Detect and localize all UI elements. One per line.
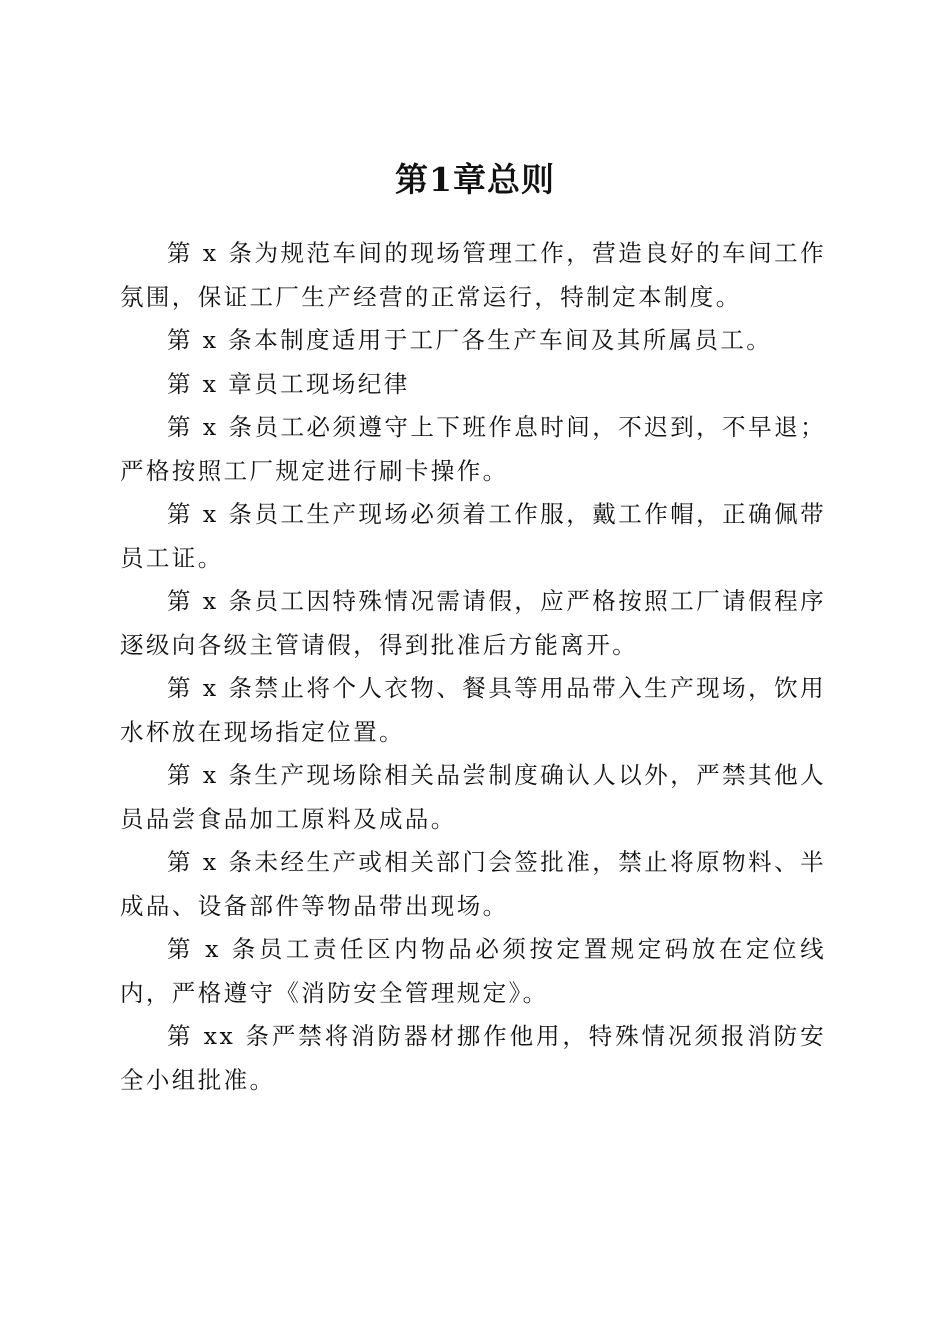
paragraph: 第 x 条员工必须遵守上下班作息时间，不迟到，不早退；严格按照工厂规定进行刷卡操作。 <box>120 413 826 485</box>
paragraph: 第 x 条员工责任区内物品必须按定置规定码放在定位线内，严格遵守《消防安全管理规定》。 <box>120 935 826 1007</box>
paragraph: 第 x 条为规范车间的现场管理工作，营造良好的车间工作氛围，保证工厂生产经营的正常运行，特制定本制度。 <box>120 239 826 311</box>
chapter-title: 第1章总则 <box>395 160 555 200</box>
paragraph: 第 x 条未经生产或相关部门会签批准，禁止将原物料、半成品、设备部件等物品带出现场。 <box>120 848 826 920</box>
paragraph: 第 x 条本制度适用于工厂各生产车间及其所属员工。 <box>167 326 773 354</box>
section-heading: 第 x 章员工现场纪律 <box>167 369 410 398</box>
paragraph: 第 x 条员工因特殊情况需请假，应严格按照工厂请假程序逐级向各级主管请假，得到批准后方能离开。 <box>120 587 826 659</box>
document-body <box>120 232 826 1102</box>
paragraph: 第 xx 条严禁将消防器材挪作他用，特殊情况须报消防安全小组批准。 <box>120 1022 826 1094</box>
paragraph: 第 x 条禁止将个人衣物、餐具等用品带入生产现场，饮用水杯放在现场指定位置。 <box>120 674 826 746</box>
paragraph: 第 x 条生产现场除相关品尝制度确认人以外，严禁其他人员品尝食品加工原料及成品。 <box>120 761 826 833</box>
paragraph: 第 x 条员工生产现场必须着工作服，戴工作帽，正确佩带员工证。 <box>120 500 826 572</box>
